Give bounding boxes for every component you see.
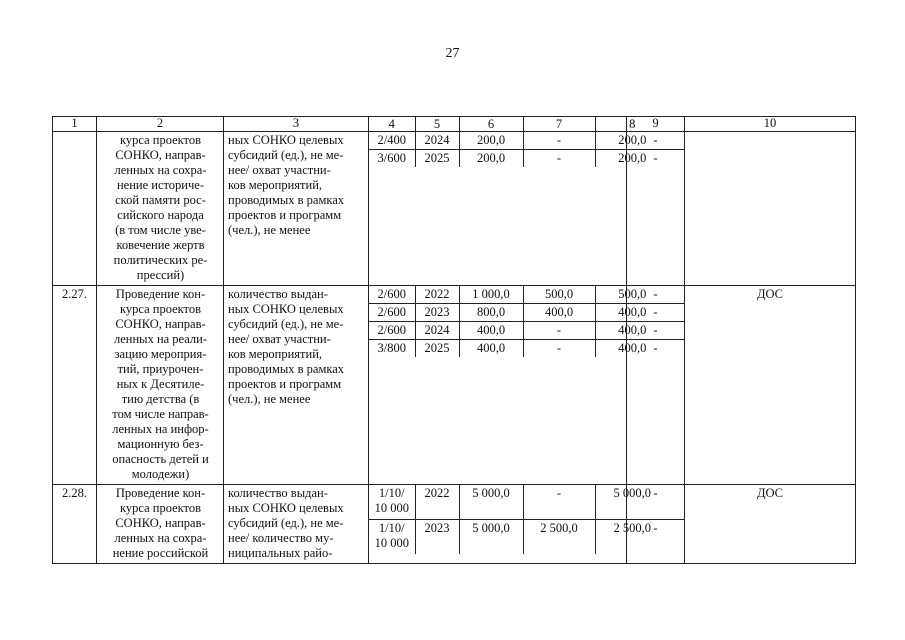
year-row (369, 150, 669, 168)
amount-col-7: - (523, 150, 595, 168)
total-amount: 1 000,0 (459, 286, 523, 304)
year-value: 2022 (415, 485, 459, 520)
amount-col-8: 400,0 (618, 341, 647, 355)
amount-col-8: 500,0 (595, 286, 669, 304)
year-row (369, 132, 669, 150)
page-number: 27 (445, 46, 460, 61)
amount-col-9: - (627, 304, 684, 322)
header-col-1: 1 (53, 117, 97, 132)
year-value: 2023 (415, 520, 459, 555)
indicator-value: 1/10/ 10 000 (369, 520, 415, 555)
header-col-4: 4 (369, 117, 415, 131)
total-amount: 200,0 (459, 150, 523, 168)
total-amount: 400,0 (459, 322, 523, 340)
indicator-value: 1/10/ 10 000 (369, 485, 415, 520)
year-row (369, 485, 669, 520)
total-amount: 800,0 (459, 304, 523, 322)
amount-col-9: - (627, 322, 684, 340)
table-row (53, 286, 856, 485)
total-amount: 5 000,0 (459, 485, 523, 520)
year-value: 2023 (415, 304, 459, 322)
header-col-10: 10 (685, 117, 856, 132)
header-col-2: 2 (97, 117, 224, 132)
indicator-value: 2/400 (369, 132, 415, 150)
header-col-6: 6 (459, 117, 523, 131)
amount-col-7: 2 500,0 (523, 520, 595, 555)
indicator-value: 2/600 (369, 304, 415, 322)
indicator-value: 3/800 (369, 340, 415, 358)
amount-col-7: - (523, 132, 595, 150)
indicator-text: количество выдан- ных СОНКО целевых субсидий (ед.), не ме- нее/ количество му- ниципальных райо- (224, 485, 369, 564)
year-row (369, 286, 669, 304)
header-col-8: 8 (629, 117, 636, 131)
activity-name: Проведение кон- курса проектов СОНКО, направ- ленных на сохра- нение российской (97, 485, 224, 564)
year-row (369, 340, 669, 358)
amount-col-8: 200,0 (595, 132, 669, 150)
amount-col-8: 2 500,0 (613, 521, 651, 535)
amount-col-9: - (627, 132, 684, 150)
amount-col-7: - (523, 322, 595, 340)
amount-col-9: - (627, 485, 684, 520)
header-row (53, 117, 856, 132)
executor: ДОС (685, 485, 856, 564)
total-amount: 400,0 (459, 340, 523, 358)
activity-name: Проведение кон- курса проектов СОНКО, направ- ленных на реали- зацию мероприя- тий, приурочен- ных к Десятиле- тию детства (в том числе направ- ленных на инфор- мационную без- опасность детей и молодежи) (97, 286, 224, 485)
amount-col-7: - (523, 340, 595, 358)
amount-col-9: - (653, 341, 658, 355)
amount-col-7: - (523, 485, 595, 520)
indicator-text: количество выдан- ных СОНКО целевых субсидий (ед.), не ме- нее/ охват участни- ков мероприятий, проводимых в рамках проектов и программ (чел.), не менее (224, 286, 369, 485)
total-amount: 5 000,0 (459, 520, 523, 555)
total-amount: 200,0 (459, 132, 523, 150)
amount-col-8: 400,0 (595, 322, 669, 340)
amount-col-7: 500,0 (523, 286, 595, 304)
amount-col-8: 5 000,0 (595, 485, 669, 520)
amount-col-9: - (653, 151, 658, 165)
year-value: 2024 (415, 132, 459, 150)
header-col-5: 5 (415, 117, 459, 131)
header-col-3: 3 (224, 117, 369, 132)
indicator-value: 2/600 (369, 322, 415, 340)
table-row (53, 132, 856, 286)
amount-col-8: 400,0 (595, 304, 669, 322)
amount-col-7: 400,0 (523, 304, 595, 322)
indicator-value: 2/600 (369, 286, 415, 304)
executor: ДОС (685, 286, 856, 485)
row-number (53, 132, 97, 286)
program-table (52, 116, 856, 564)
year-value: 2025 (415, 340, 459, 358)
year-value: 2022 (415, 286, 459, 304)
year-row (369, 322, 669, 340)
year-row (369, 304, 669, 322)
header-col-9: 9 (627, 117, 685, 132)
indicator-value: 3/600 (369, 150, 415, 168)
table-row (53, 485, 856, 564)
year-value: 2025 (415, 150, 459, 168)
amount-col-8: 200,0 (618, 151, 647, 165)
amount-col-9: - (627, 286, 684, 304)
year-row (369, 520, 669, 555)
header-col-7: 7 (523, 117, 595, 131)
amount-col-9: - (653, 521, 658, 535)
year-value: 2024 (415, 322, 459, 340)
activity-name: курса проектов СОНКО, направ- ленных на сохра- нение историче- ской памяти рос- сийского народа (в том числе уве- ковечение жертв политических ре- прессий) (97, 132, 224, 286)
row-number: 2.27. (53, 286, 97, 485)
row-number: 2.28. (53, 485, 97, 564)
executor (685, 132, 856, 286)
indicator-text: ных СОНКО целевых субсидий (ед.), не ме- нее/ охват участни- ков мероприятий, проводимых в рамках проектов и программ (чел.), не менее (224, 132, 369, 286)
